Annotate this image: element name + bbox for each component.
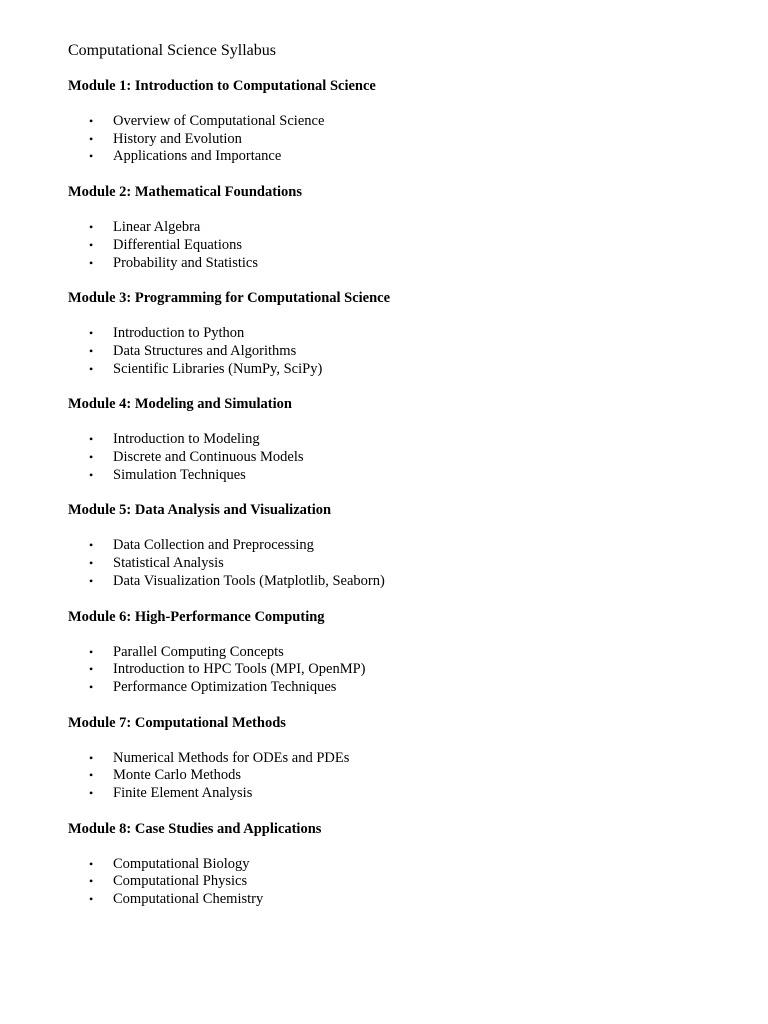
list-item bbox=[68, 113, 748, 131]
topic-label: Introduction to Modeling bbox=[113, 431, 260, 448]
bullet-icon: • bbox=[89, 237, 94, 252]
topic-list bbox=[68, 856, 748, 909]
list-item bbox=[68, 537, 748, 555]
document-title: Computational Science Syllabus bbox=[68, 42, 276, 59]
list-item bbox=[68, 237, 748, 255]
list-item bbox=[68, 573, 748, 591]
bullet-icon: • bbox=[89, 679, 94, 694]
topic-list bbox=[68, 431, 748, 484]
topic-list bbox=[68, 537, 748, 590]
topic-label: Monte Carlo Methods bbox=[113, 767, 242, 784]
bullet-icon: • bbox=[89, 786, 94, 801]
topic-label: Introduction to HPC Tools (MPI, OpenMP) bbox=[113, 661, 366, 678]
list-item bbox=[68, 255, 748, 273]
module-7 bbox=[68, 714, 748, 803]
bullet-icon: • bbox=[89, 343, 94, 358]
bullet-icon: • bbox=[89, 768, 94, 783]
bullet-icon: • bbox=[89, 892, 94, 907]
list-item bbox=[68, 856, 748, 874]
list-item bbox=[68, 661, 748, 679]
topic-label: Performance Optimization Techniques bbox=[113, 678, 337, 695]
topic-label: Numerical Methods for ODEs and PDEs bbox=[113, 749, 350, 766]
topic-label: Statistical Analysis bbox=[113, 555, 224, 572]
list-item bbox=[68, 361, 748, 379]
module-heading: Module 3: Programming for Computational Science bbox=[68, 290, 391, 307]
topic-label: Linear Algebra bbox=[113, 219, 201, 236]
bullet-icon: • bbox=[89, 556, 94, 571]
module-6 bbox=[68, 608, 748, 697]
topic-label: Data Collection and Preprocessing bbox=[113, 537, 314, 554]
list-item bbox=[68, 873, 748, 891]
bullet-icon: • bbox=[89, 538, 94, 553]
bullet-icon: • bbox=[89, 326, 94, 341]
topic-label: Differential Equations bbox=[113, 236, 242, 253]
module-4 bbox=[68, 395, 748, 484]
list-item bbox=[68, 449, 748, 467]
topic-label: Scientific Libraries (NumPy, SciPy) bbox=[113, 360, 323, 377]
bullet-icon: • bbox=[89, 149, 94, 164]
topic-label: Parallel Computing Concepts bbox=[113, 643, 284, 660]
bullet-icon: • bbox=[89, 856, 94, 871]
topic-label: Introduction to Python bbox=[113, 325, 245, 342]
list-item bbox=[68, 750, 748, 768]
bullet-icon: • bbox=[89, 450, 94, 465]
module-8 bbox=[68, 820, 748, 909]
list-item bbox=[68, 767, 748, 785]
list-item bbox=[68, 644, 748, 662]
topic-label: Applications and Importance bbox=[113, 148, 282, 165]
module-5 bbox=[68, 501, 748, 590]
topic-label: Data Visualization Tools (Matplotlib, Seaborn) bbox=[113, 572, 385, 589]
module-3 bbox=[68, 289, 748, 378]
topic-list bbox=[68, 750, 748, 803]
topic-list bbox=[68, 113, 748, 166]
topic-label: Computational Chemistry bbox=[113, 891, 264, 908]
topic-label: Finite Element Analysis bbox=[113, 785, 253, 802]
list-item bbox=[68, 679, 748, 697]
module-heading: Module 4: Modeling and Simulation bbox=[68, 396, 292, 413]
topic-label: Probability and Statistics bbox=[113, 254, 258, 271]
module-1 bbox=[68, 77, 748, 166]
topic-label: Computational Physics bbox=[113, 873, 248, 890]
module-heading: Module 7: Computational Methods bbox=[68, 714, 286, 731]
module-heading: Module 5: Data Analysis and Visualization bbox=[68, 502, 332, 519]
list-item bbox=[68, 343, 748, 361]
topic-label: Simulation Techniques bbox=[113, 466, 246, 483]
bullet-icon: • bbox=[89, 874, 94, 889]
list-item bbox=[68, 467, 748, 485]
topic-label: Data Structures and Algorithms bbox=[113, 342, 297, 359]
bullet-icon: • bbox=[89, 432, 94, 447]
module-heading: Module 8: Case Studies and Applications bbox=[68, 820, 322, 837]
list-item bbox=[68, 785, 748, 803]
topic-label: Computational Biology bbox=[113, 855, 250, 872]
bullet-icon: • bbox=[89, 255, 94, 270]
topic-label: History and Evolution bbox=[113, 130, 242, 147]
syllabus-document bbox=[68, 40, 748, 926]
list-item bbox=[68, 555, 748, 573]
bullet-icon: • bbox=[89, 573, 94, 588]
list-item bbox=[68, 891, 748, 909]
list-item bbox=[68, 131, 748, 149]
module-heading: Module 2: Mathematical Foundations bbox=[68, 184, 303, 201]
module-heading: Module 6: High-Performance Computing bbox=[68, 608, 325, 625]
list-item bbox=[68, 219, 748, 237]
list-item bbox=[68, 431, 748, 449]
module-heading: Module 1: Introduction to Computational Science bbox=[68, 78, 376, 94]
list-item bbox=[68, 148, 748, 166]
bullet-icon: • bbox=[89, 114, 94, 128]
bullet-icon: • bbox=[89, 467, 94, 482]
bullet-icon: • bbox=[89, 220, 94, 235]
bullet-icon: • bbox=[89, 662, 94, 677]
bullet-icon: • bbox=[89, 361, 94, 376]
list-item bbox=[68, 325, 748, 343]
topic-list bbox=[68, 644, 748, 697]
topic-label: Overview of Computational Science bbox=[113, 113, 325, 129]
bullet-icon: • bbox=[89, 644, 94, 659]
topic-list bbox=[68, 325, 748, 378]
bullet-icon: • bbox=[89, 750, 94, 765]
module-2 bbox=[68, 183, 748, 272]
bullet-icon: • bbox=[89, 131, 94, 146]
topic-list bbox=[68, 219, 748, 272]
topic-label: Discrete and Continuous Models bbox=[113, 449, 304, 466]
